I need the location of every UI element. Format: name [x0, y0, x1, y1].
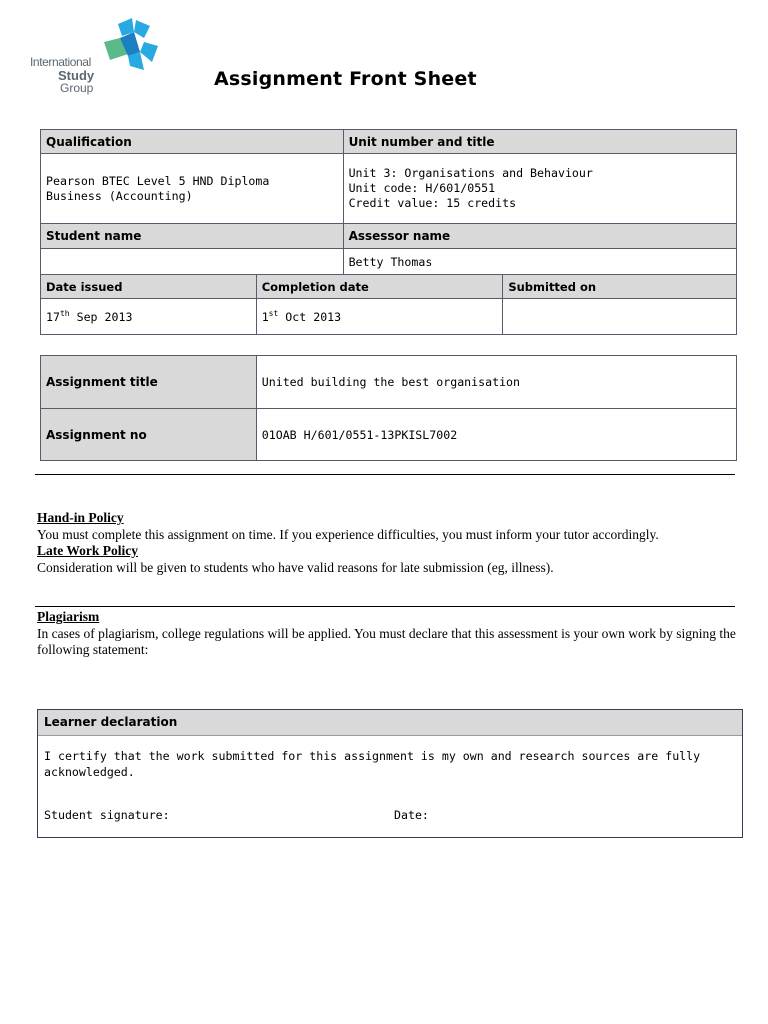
unit-label: Unit number and title: [343, 130, 736, 154]
date-issued-rest: Sep 2013: [69, 309, 133, 324]
completion-rest: Oct 2013: [278, 309, 342, 324]
handin-policy-heading: Hand-in Policy: [37, 510, 124, 525]
assignment-title-value: United building the best organisation: [256, 356, 736, 409]
assessor-name-value: Betty Thomas: [343, 249, 736, 275]
submitted-on-field[interactable]: [503, 299, 737, 335]
assignment-no-label: Assignment no: [41, 409, 257, 461]
plagiarism-section: [37, 609, 737, 659]
policy-section: [37, 510, 737, 576]
logo-pinwheel-icon: [98, 16, 162, 78]
qualification-line-1: Pearson BTEC Level 5 HND Diploma: [46, 173, 270, 188]
student-signature-label: Student signature:: [44, 808, 170, 822]
qualification-label: Qualification: [41, 130, 344, 154]
logo-line-2: Study: [58, 68, 95, 83]
late-work-policy-text: Consideration will be given to students who have valid reasons for late submission (eg, illness).: [37, 559, 554, 575]
learner-declaration-text: I certify that the work submitted for this assignment is my own and research sources are fully acknowledged.: [44, 749, 701, 779]
completion-date-value: [256, 299, 503, 335]
plagiarism-heading: Plagiarism: [37, 609, 100, 624]
declaration-date-label: Date:: [394, 808, 429, 822]
unit-line-2: Unit code: H/601/0551: [348, 181, 496, 195]
late-work-policy-heading: Late Work Policy: [37, 543, 138, 558]
assignment-no-value: 01OAB H/601/0551-13PKISL7002: [256, 409, 736, 461]
logo-line-1: International: [30, 55, 91, 69]
date-issued-suffix: th: [59, 309, 70, 319]
completion-day: 1: [261, 309, 269, 324]
divider-line-2: [35, 606, 735, 607]
date-issued-value: [41, 299, 257, 335]
international-study-group-logo: [28, 16, 163, 96]
learner-declaration-heading: Learner declaration: [38, 710, 742, 736]
date-issued-label: Date issued: [41, 275, 257, 299]
student-name-label: Student name: [41, 224, 344, 249]
completion-date-label: Completion date: [256, 275, 503, 299]
student-name-field[interactable]: [41, 249, 344, 275]
assessor-name-label: Assessor name: [343, 224, 736, 249]
qualification-value: [41, 154, 344, 224]
qualification-line-2: Business (Accounting): [46, 188, 193, 203]
unit-line-3: Credit value: 15 credits: [348, 196, 517, 210]
learner-declaration-box: [37, 709, 743, 838]
divider-line-1: [35, 474, 735, 475]
submitted-on-label: Submitted on: [503, 275, 737, 299]
page-title: Assignment Front Sheet: [214, 68, 477, 90]
info-table: [40, 129, 737, 335]
logo-wordmark: [30, 56, 94, 95]
unit-value: [343, 154, 736, 224]
unit-line-1: Unit 3: Organisations and Behaviour: [348, 166, 593, 180]
assignment-table: [40, 355, 737, 461]
logo-line-3: Group: [60, 81, 94, 95]
handin-policy-text: You must complete this assignment on time. If you experience difficulties, you must inform your tutor accordingly.: [37, 526, 659, 542]
completion-suffix: st: [268, 309, 279, 319]
assignment-title-label: Assignment title: [41, 356, 257, 409]
plagiarism-text: In cases of plagiarism, college regulations will be applied. You must declare that this assessment is your own work by signing the following statement:: [37, 625, 736, 657]
date-issued-day: 17: [46, 309, 60, 324]
